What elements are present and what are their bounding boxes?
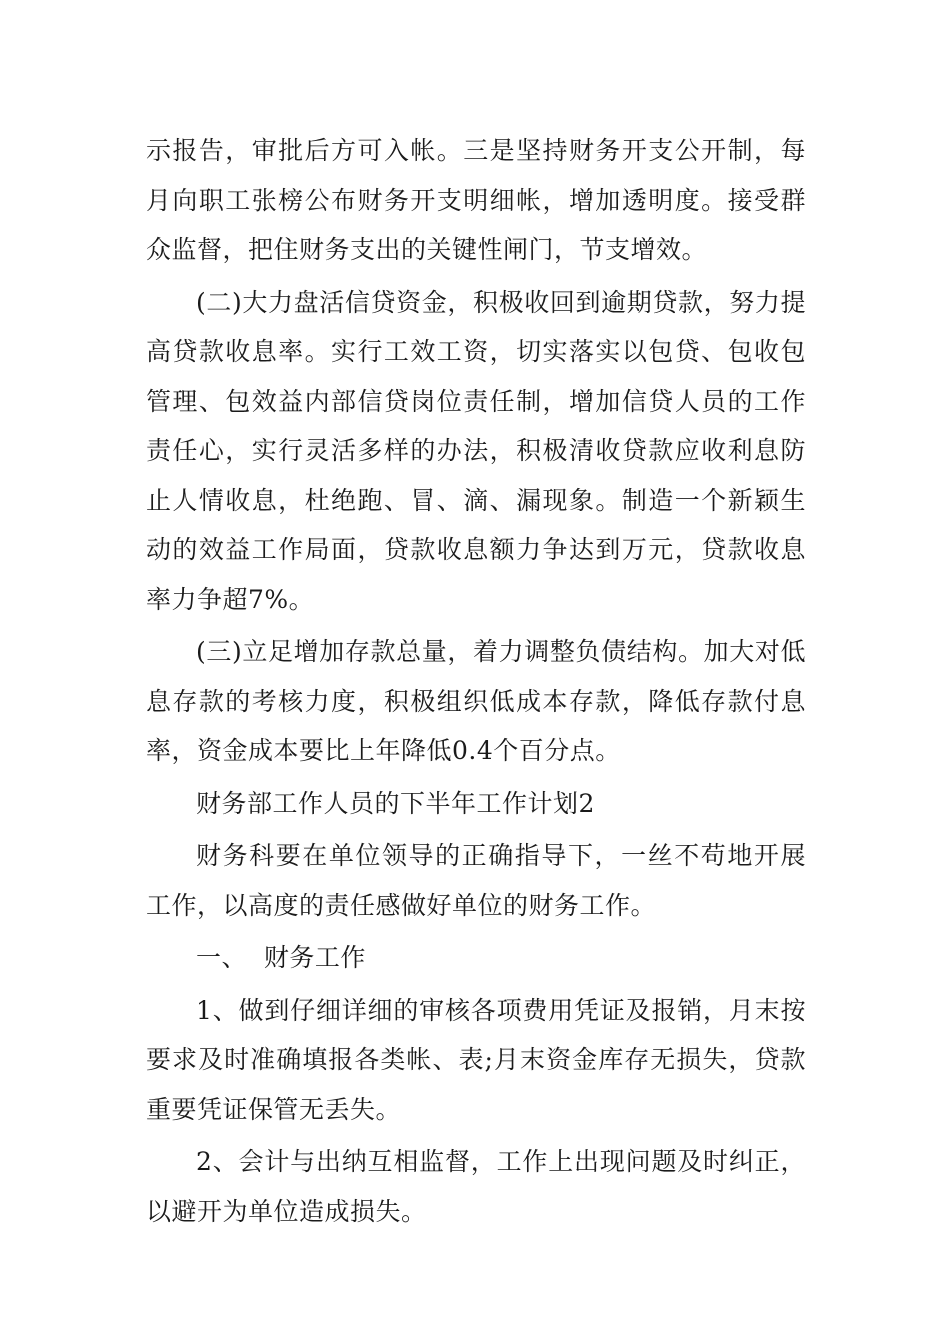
section-heading-plan-2: 财务部工作人员的下半年工作计划2 <box>196 788 595 818</box>
paragraph-credit-funds: (二)大力盘活信贷资金，积极收回到逾期贷款，努力提高贷款收息率。实行工效工资，切实落实以包贷、包收包管理、包效益内部信贷岗位责任制，增加信贷人员的工作责任心，实行灵活多样的办法，积极清收贷款应收利息防止人情收息，杜绝跑、冒、滴、漏现象。制造一个新颖生动的效益工作局面，贷款收息额力争达到万元，贷款收息率力争超7%。 <box>146 287 806 614</box>
paragraph-intro: 财务科要在单位领导的正确指导下，一丝不苟地开展工作，以高度的责任感做好单位的财务工作。 <box>146 841 806 920</box>
paragraph-deposits: (三)立足增加存款总量，着力调整负债结构。加大对低息存款的考核力度，积极组织低成本存款，降低存款付息率，资金成本要比上年降低0.4个百分点。 <box>146 637 806 765</box>
paragraph-continuation: 示报告，审批后方可入帐。三是坚持财务开支公开制，每月向职工张榜公布财务开支明细帐，增加透明度。接受群众监督，把住财务支出的关键性闸门，节支增效。 <box>146 136 806 264</box>
subheading-finance-work: 一、 财务工作 <box>196 943 366 972</box>
list-item-1: 1、做到仔细详细的审核各项费用凭证及报销，月末按要求及时准确填报各类帐、表;月末资金库存无损失，贷款重要凭证保管无丢失。 <box>146 995 806 1124</box>
document-body <box>146 126 806 1236</box>
list-item-2: 2、会计与出纳互相监督，工作上出现问题及时纠正，以避开为单位造成损失。 <box>146 1147 806 1226</box>
